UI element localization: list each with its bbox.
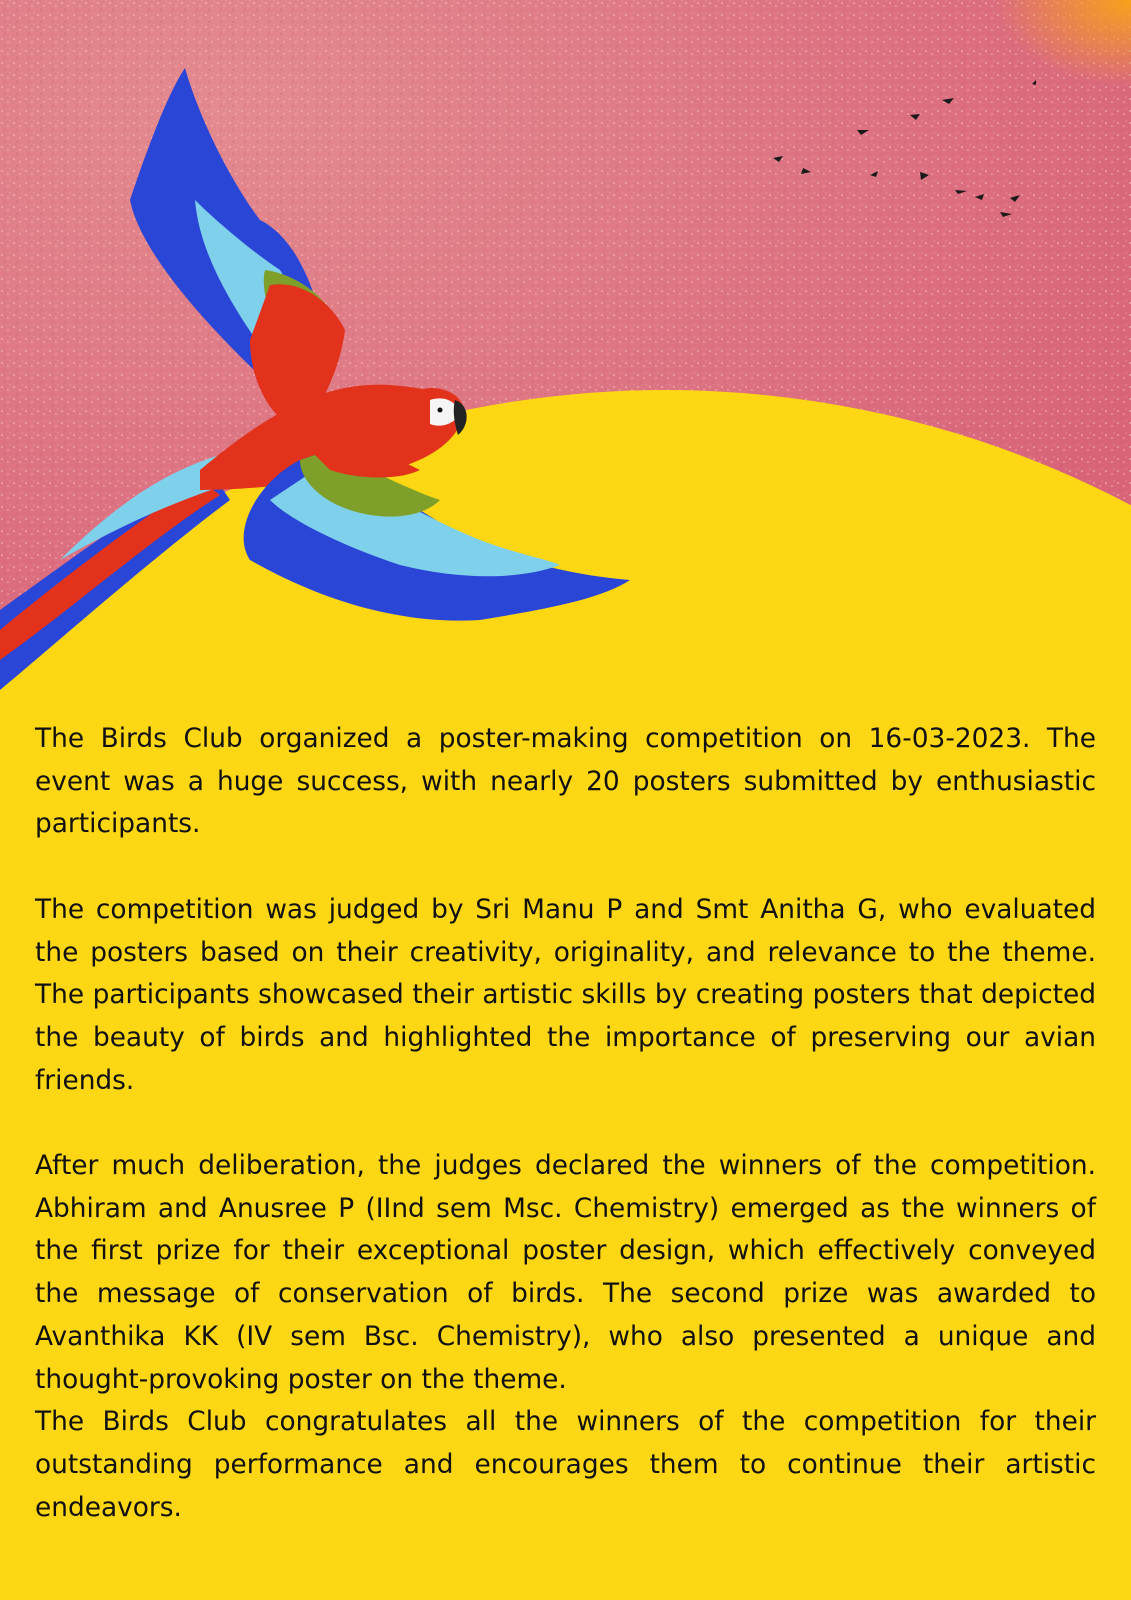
article-paragraph-3: After much deliberation, the judges declared the winners of the competition. Abhiram and Anusree P (IInd sem Msc. Chemistry) emerged as the winners of the first prize for their exceptional poster design, which effectively conveyed the message of conservation of birds. The second prize was awarded to Avanthika KK (IV sem Bsc. Chemistry), who also presented a unique and thought-provoking poster on the theme.: [35, 1150, 1096, 1395]
header-illustration: [0, 0, 1131, 720]
article-paragraph-4: The Birds Club congratulates all the winners of the competition for their outstanding performance and encourages them to continue their artistic endeavors.: [35, 1406, 1096, 1523]
article-paragraph-1: The Birds Club organized a poster-making competition on 16-03-2023. The event was a huge success, with nearly 20 posters submitted by enthusiastic participants.: [35, 723, 1096, 840]
article-paragraph-2: The competition was judged by Sri Manu P and Smt Anitha G, who evaluated the posters based on their creativity, originality, and relevance to the theme. The participants showcased their artistic skills by creating posters that depicted the beauty of birds and highlighted the importance of preserving our avian friends.: [35, 893, 1096, 1096]
article-body: [35, 718, 1096, 1529]
